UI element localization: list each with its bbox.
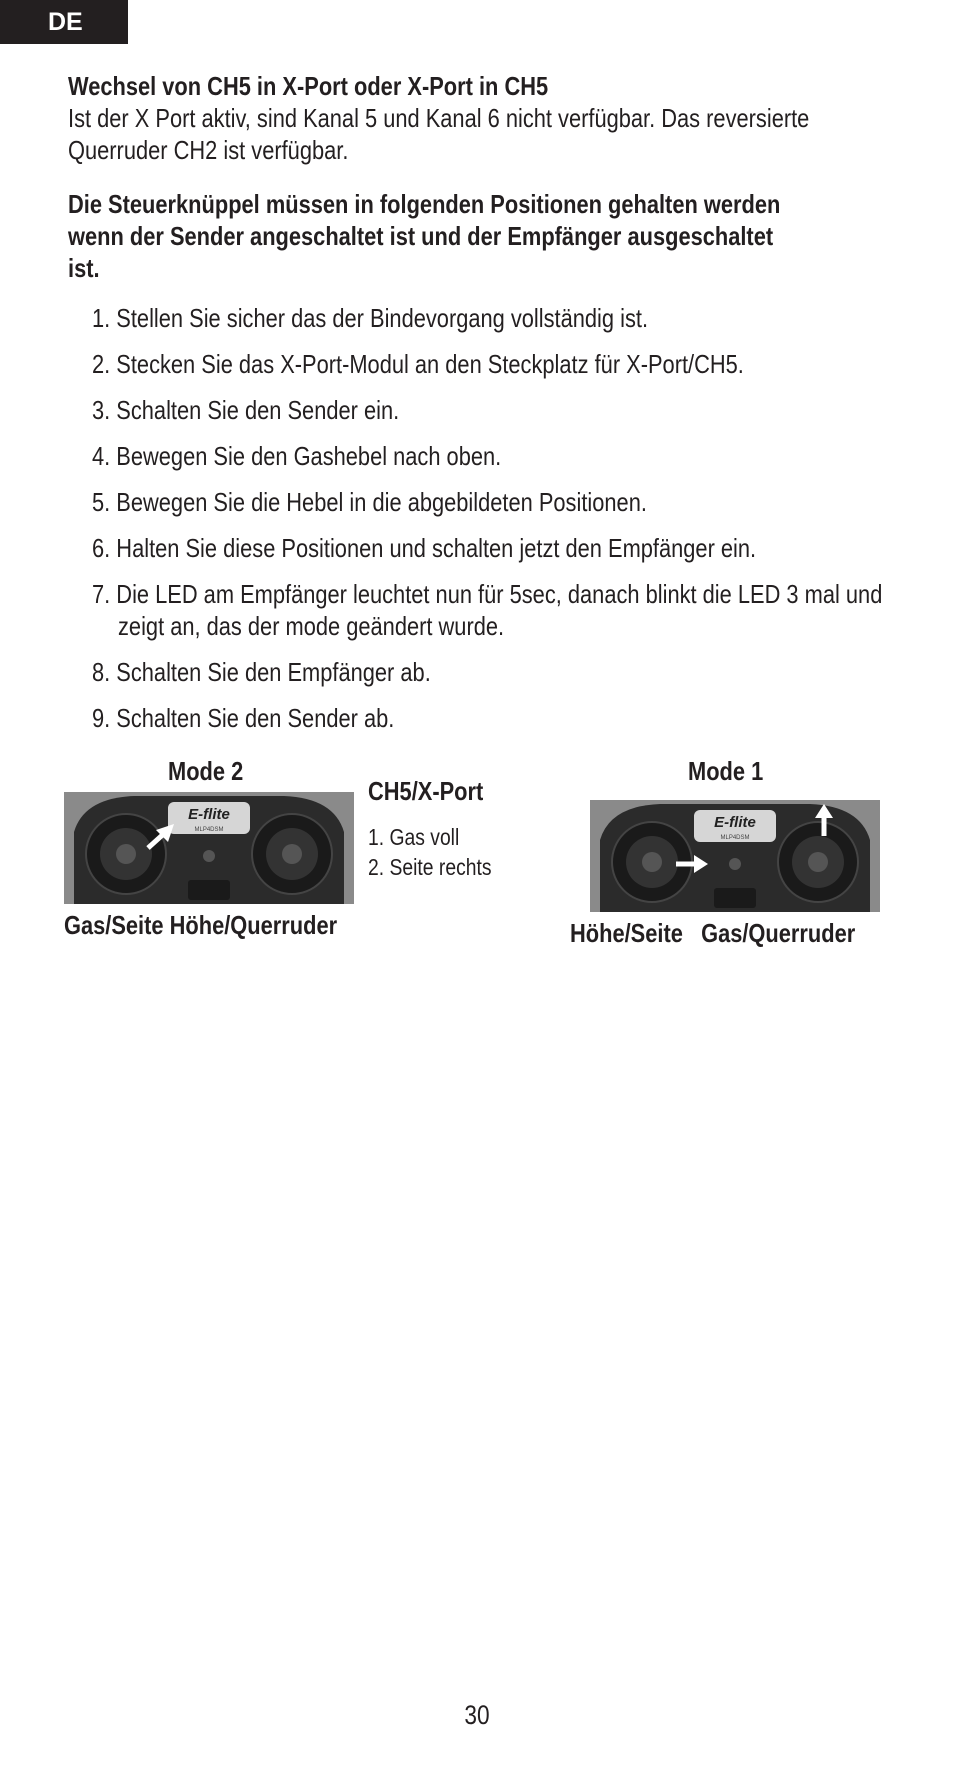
main-content bbox=[68, 70, 888, 748]
mode2-transmitter-image bbox=[64, 792, 354, 904]
logo-text: E-flite bbox=[188, 806, 230, 823]
list-item: 5. Bewegen Sie die Hebel in die abgebildeten Positionen. bbox=[92, 487, 647, 517]
mode1-transmitter-image bbox=[590, 800, 880, 912]
mode1-captions: Höhe/Seite Gas/Querruder bbox=[570, 918, 856, 948]
list-item: 2. Stecken Sie das X-Port-Modul an den Steckplatz für X-Port/CH5. bbox=[92, 349, 744, 379]
mode2-label: Mode 2 bbox=[168, 756, 244, 786]
logo-text: E-flite bbox=[714, 814, 756, 831]
list-item: 4. Bewegen Sie den Gashebel nach oben. bbox=[92, 441, 502, 471]
mode1-label: Mode 1 bbox=[688, 756, 764, 786]
model-text: MLP4DSM bbox=[720, 835, 750, 841]
language-tab: DE bbox=[0, 0, 128, 44]
list-item: 1. Stellen Sie sicher das der Bindevorgang vollständig ist. bbox=[92, 303, 649, 333]
list-item: 8. Schalten Sie den Empfänger ab. bbox=[92, 657, 431, 687]
list-item: 7. Die LED am Empfänger leuchtet nun für 5sec, danach blinkt die LED 3 mal und zeigt an, das der mode geändert wurde. bbox=[92, 579, 883, 641]
steps-list bbox=[68, 302, 888, 734]
mode2-captions: Gas/Seite Höhe/Querruder bbox=[64, 910, 338, 940]
list-item: 3. Schalten Sie den Sender ein. bbox=[92, 395, 400, 425]
section-body: Ist der X Port aktiv, sind Kanal 5 und Kanal 6 nicht verfügbar. Das reversierte Querruder CH2 ist verfügbar. bbox=[68, 103, 810, 165]
stick-position-note: Die Steuerknüppel müssen in folgenden Positionen gehalten werden wenn der Sender angeschaltet ist und der Empfänger ausgeschaltet ist. bbox=[68, 189, 781, 283]
ch5-xport-items: 1. Gas voll 2. Seite rechts bbox=[368, 824, 492, 880]
list-item: 6. Halten Sie diese Positionen und schalten jetzt den Empfänger ein. bbox=[92, 533, 757, 563]
ch5-xport-title: CH5/X-Port bbox=[368, 776, 484, 806]
model-text: MLP4DSM bbox=[194, 827, 224, 833]
page-number: 30 bbox=[464, 1700, 490, 1730]
section-heading: Wechsel von CH5 in X-Port oder X-Port in CH5 bbox=[68, 71, 549, 101]
list-item: 9. Schalten Sie den Sender ab. bbox=[92, 703, 395, 733]
